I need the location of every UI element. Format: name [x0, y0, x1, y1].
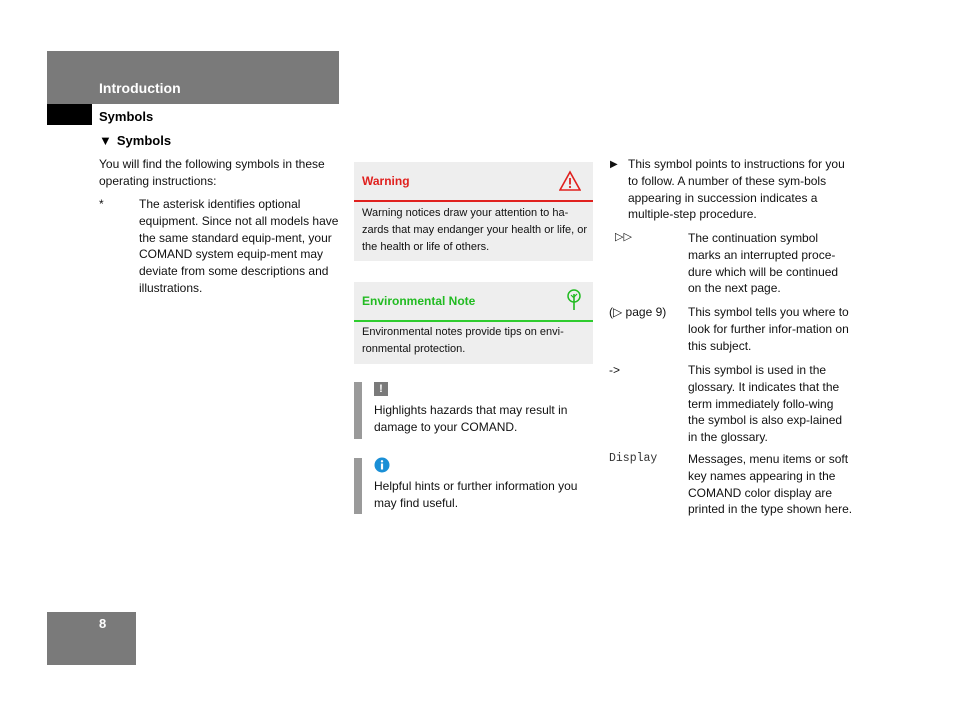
page-number-block	[47, 612, 136, 665]
info-bar	[354, 458, 362, 514]
page-reference-description: This symbol tells you where to look for further infor-mation on this subject.	[688, 305, 849, 353]
caution-bar	[354, 382, 362, 439]
chapter-title: Introduction	[99, 80, 181, 96]
environmental-text: Environmental notes provide tips on envi-ronmental protection.	[362, 326, 564, 355]
continuation-description: The continuation symbol marks an interrupted proce-dure which will be continued on the next page.	[688, 231, 839, 296]
environmental-note-box	[354, 282, 593, 364]
page-reference-symbol: (▷ page 9)	[609, 305, 667, 319]
subsection-title: Symbols	[99, 109, 154, 124]
tree-icon	[565, 288, 583, 312]
exclamation-icon: !	[374, 382, 388, 396]
section-heading	[99, 133, 171, 148]
display-type-sample: Display	[609, 452, 658, 465]
environmental-label: Environmental Note	[362, 294, 476, 308]
warning-box	[354, 162, 593, 261]
section-marker-icon: ▼	[99, 133, 112, 148]
glossary-symbol: ->	[609, 363, 621, 377]
instruction-arrow-icon: ▶	[610, 159, 618, 170]
instruction-arrow-description: This symbol points to instructions for you to follow. A number of these sym-bols appearing in succession indicates a multiple-step procedure.	[628, 157, 845, 222]
page-number: 8	[99, 616, 107, 631]
caution-text: Highlights hazards that may result in damage to your COMAND.	[374, 403, 568, 434]
section-heading-text: Symbols	[116, 133, 172, 148]
info-text: Helpful hints or further information you may find useful.	[374, 479, 578, 510]
continuation-icon: ▷▷	[615, 231, 632, 243]
warning-triangle-icon	[559, 170, 581, 192]
chapter-header-block	[47, 51, 339, 104]
warning-label: Warning	[362, 174, 410, 188]
section-tab-marker	[47, 104, 92, 125]
info-icon	[374, 457, 390, 473]
environmental-header	[354, 282, 593, 322]
asterisk-description: The asterisk identifies optional equipment. Since not all models have the same standard equip-ment, your COMAND system equip-ment may deviate from some descriptions and illustrations.	[139, 197, 339, 295]
glossary-description: This symbol is used in the glossary. It indicates that the term immediately follo-wing the symbol is also exp-lained in the glossary.	[688, 363, 843, 445]
warning-text: Warning notices draw your attention to ha-zards that may endanger your health or life, or the health or life of others.	[362, 207, 588, 253]
asterisk-symbol: *	[99, 197, 104, 211]
display-type-description: Messages, menu items or soft key names appearing in the COMAND color display are printed in the type shown here.	[688, 452, 853, 517]
warning-header	[354, 162, 593, 202]
intro-paragraph: You will find the following symbols in these operating instructions:	[99, 157, 325, 188]
